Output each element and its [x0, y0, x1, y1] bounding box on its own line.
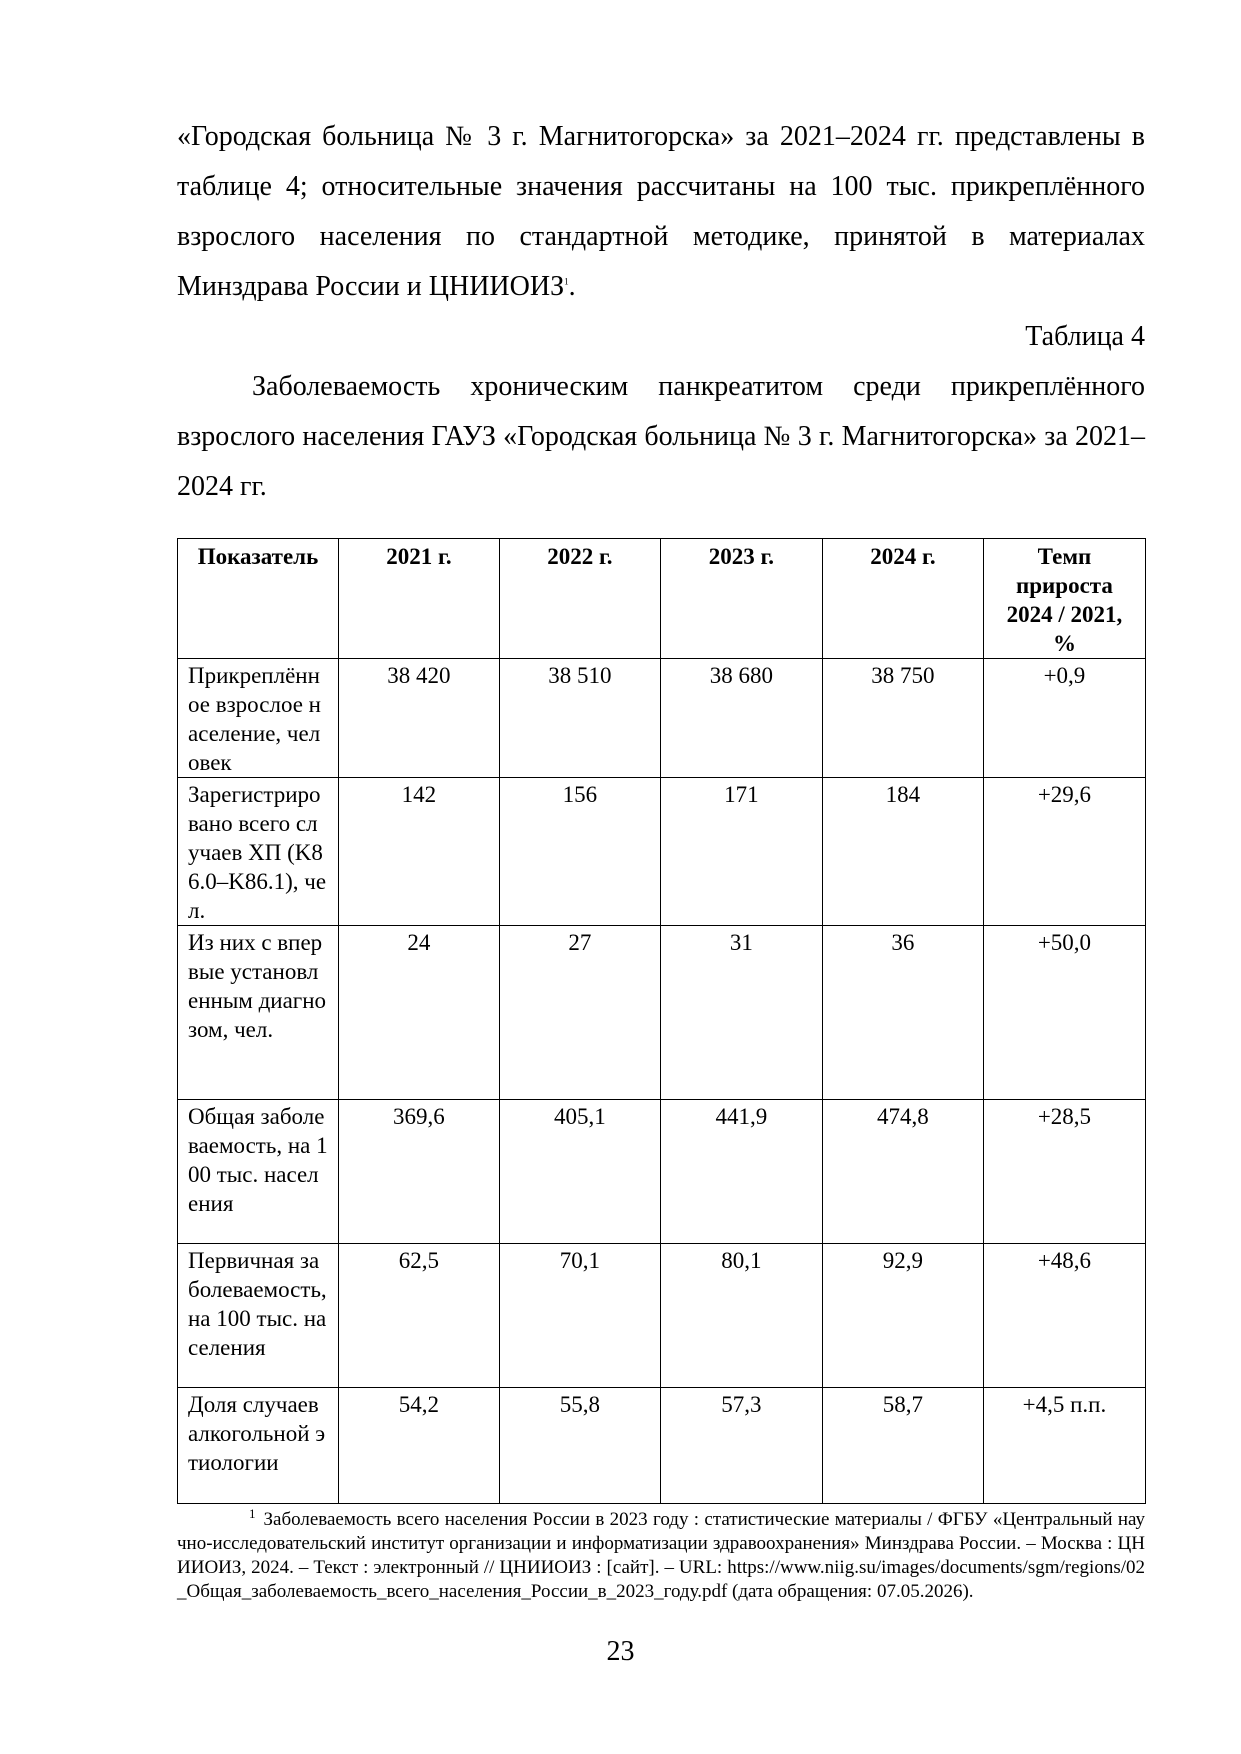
morbidity-table	[177, 538, 1146, 1504]
intro-text: «Городская больница № 3 г. Магнитогорска» за 2021–2024 гг. представлены в таблице 4; относительные значения рассчитаны на 100 тыс. прикреплённого взрослого населения по стандартной методике, принятой в материалах Минздрава России и ЦНИИОИЗ	[177, 121, 1145, 302]
cell-2022: 405,1	[499, 1100, 660, 1244]
cell-2024: 184	[822, 778, 983, 926]
table-row	[178, 778, 1146, 926]
cell-2021: 24	[338, 926, 499, 1100]
cell-growth: +48,6	[983, 1244, 1145, 1388]
row-label: Общая заболеваемость, на 100 тыс. населения	[178, 1100, 339, 1244]
cell-2023: 57,3	[660, 1388, 822, 1504]
row-label: Прикреплённое взрослое население, человек	[178, 659, 339, 778]
cell-2024: 36	[822, 926, 983, 1100]
header-2024: 2024 г.	[822, 539, 983, 659]
cell-growth: +50,0	[983, 926, 1145, 1100]
cell-2022: 55,8	[499, 1388, 660, 1504]
table-row	[178, 659, 1146, 778]
cell-2024: 92,9	[822, 1244, 983, 1388]
table-row	[178, 926, 1146, 1100]
cell-2023: 80,1	[660, 1244, 822, 1388]
intro-paragraph	[177, 112, 1145, 312]
cell-growth: +0,9	[983, 659, 1145, 778]
cell-2021: 62,5	[338, 1244, 499, 1388]
table-header-row	[178, 539, 1146, 659]
header-2021: 2021 г.	[338, 539, 499, 659]
page-number: 23	[606, 1636, 635, 1667]
footnote-divider	[177, 1503, 419, 1504]
cell-2023: 171	[660, 778, 822, 926]
table-row	[178, 1100, 1146, 1244]
cell-2021: 54,2	[338, 1388, 499, 1504]
cell-2023: 31	[660, 926, 822, 1100]
cell-2023: 441,9	[660, 1100, 822, 1244]
table-row	[178, 1388, 1146, 1504]
cell-2024: 58,7	[822, 1388, 983, 1504]
header-indicator: Показатель	[178, 539, 339, 659]
cell-2022: 70,1	[499, 1244, 660, 1388]
page-body	[177, 112, 1145, 512]
cell-growth: +29,6	[983, 778, 1145, 926]
cell-growth: +28,5	[983, 1100, 1145, 1244]
footnote-reference[interactable]: 1	[564, 276, 569, 287]
intro-end: .	[568, 271, 576, 302]
cell-2023: 38 680	[660, 659, 822, 778]
footnote-text: Заболеваемость всего населения России в 2023 году : статистические материалы / ФГБУ «Центральный научно-исследовательский институт организации и информатизации здравоохранения» Минздрава России. – Москва : ЦНИИОИЗ, 2024. – Текст : электронный // ЦНИИОИЗ : [сайт]. – URL: https://www.niig.su/images/documents/sgm/regions/02_Общая_заболеваемость_всего_населения_России_в_2023_году.pdf (дата обращения: 07.05.2026).	[177, 1509, 1145, 1602]
table-label: Таблица 4	[1025, 321, 1145, 352]
cell-2022: 156	[499, 778, 660, 926]
table-row	[178, 1244, 1146, 1388]
cell-2022: 38 510	[499, 659, 660, 778]
row-label: Из них с впервые установленным диагнозом, чел.	[178, 926, 339, 1100]
cell-2021: 38 420	[338, 659, 499, 778]
cell-2022: 27	[499, 926, 660, 1100]
header-2023: 2023 г.	[660, 539, 822, 659]
row-label: Зарегистрировано всего случаев ХП (K86.0–K86.1), чел.	[178, 778, 339, 926]
cell-growth: +4,5 п.п.	[983, 1388, 1145, 1504]
row-label: Доля случаев алкогольной этиологии	[178, 1388, 339, 1504]
cell-2024: 474,8	[822, 1100, 983, 1244]
cell-2021: 369,6	[338, 1100, 499, 1244]
header-2022: 2022 г.	[499, 539, 660, 659]
table-caption: Заболеваемость хроническим панкреатитом среди прикреплённого взрослого населения ГАУЗ «Городская больница № 3 г. Магнитогорска» за 2021–2024 гг.	[177, 371, 1145, 502]
row-label: Первичная заболеваемость, на 100 тыс. населения	[178, 1244, 339, 1388]
cell-2024: 38 750	[822, 659, 983, 778]
header-growth-rate: Темп прироста 2024 / 2021, %	[983, 539, 1145, 659]
cell-2021: 142	[338, 778, 499, 926]
footnote	[177, 1505, 1145, 1604]
footnote-mark: 1	[249, 1505, 256, 1521]
